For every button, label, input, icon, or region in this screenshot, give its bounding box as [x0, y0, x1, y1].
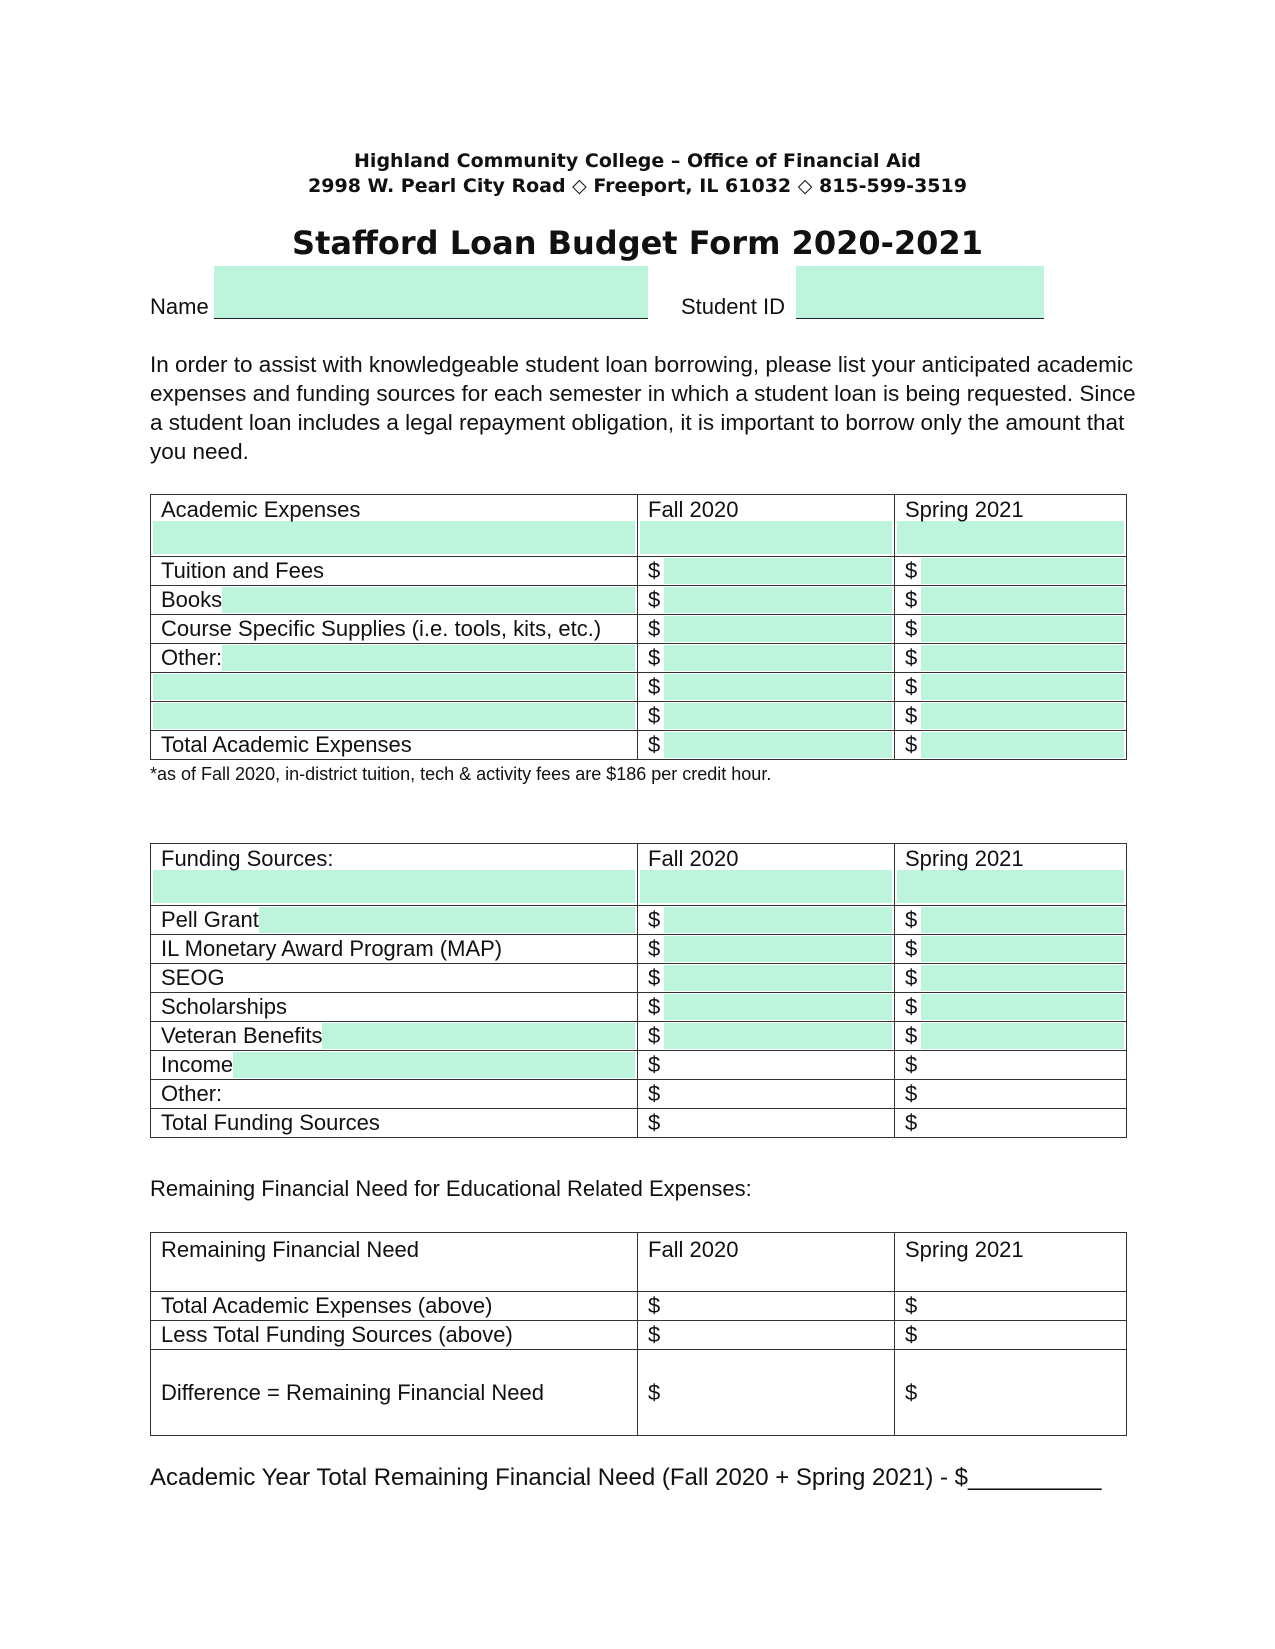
- column-header: Academic Expenses: [161, 497, 361, 522]
- header-field[interactable]: [897, 870, 1124, 903]
- table-row: [151, 964, 1127, 993]
- spring-amount-field[interactable]: [921, 936, 1124, 962]
- label-field[interactable]: [322, 1023, 635, 1049]
- dollar-sign: $: [648, 732, 661, 757]
- row-label: SEOG: [161, 965, 225, 990]
- spring-amount-field[interactable]: [921, 558, 1124, 584]
- difference-row: [151, 1350, 1127, 1436]
- column-header: Funding Sources:: [161, 846, 334, 871]
- fall-amount-field[interactable]: [664, 674, 892, 700]
- header-field[interactable]: [640, 521, 892, 554]
- dollar-sign: $: [648, 558, 661, 583]
- row-label: IL Monetary Award Program (MAP): [161, 936, 503, 961]
- table-row: [151, 906, 1127, 935]
- dollar-sign: $: [905, 558, 918, 583]
- student-id-field[interactable]: [796, 266, 1044, 319]
- dollar-sign: $: [648, 1293, 661, 1318]
- dollar-sign: $: [905, 965, 918, 990]
- header-field[interactable]: [153, 870, 635, 903]
- fall-amount-field[interactable]: [664, 936, 892, 962]
- label-field[interactable]: [222, 587, 635, 613]
- spring-amount-field[interactable]: [921, 674, 1124, 700]
- college-header: Highland Community College – Office of Financial Aid: [354, 150, 921, 172]
- header-field[interactable]: [640, 870, 892, 903]
- dollar-sign: $: [905, 907, 918, 932]
- spring-amount-field[interactable]: [921, 645, 1124, 671]
- dollar-sign: $: [905, 616, 918, 641]
- dollar-sign: $: [648, 994, 661, 1019]
- difference-label: Difference = Remaining Financial Need: [161, 1379, 544, 1405]
- dollar-sign: $: [905, 1379, 918, 1405]
- dollar-sign: $: [648, 703, 661, 728]
- dollar-sign: $: [648, 1023, 661, 1048]
- table-row: [151, 615, 1127, 644]
- dollar-sign: $: [648, 936, 661, 961]
- dollar-sign: $: [648, 907, 661, 932]
- total-row: [151, 731, 1127, 760]
- dollar-sign: $: [648, 616, 661, 641]
- table-row: [151, 1292, 1127, 1321]
- fall-total-field[interactable]: [664, 732, 892, 758]
- total-row: [151, 1109, 1127, 1138]
- fall-amount-field[interactable]: [664, 907, 892, 933]
- table-row: [151, 993, 1127, 1022]
- column-header: Fall 2020: [648, 846, 739, 871]
- dollar-sign: $: [905, 732, 918, 757]
- fall-amount-field[interactable]: [664, 587, 892, 613]
- row-label: Pell Grant: [161, 907, 259, 932]
- dollar-sign: $: [648, 1110, 661, 1135]
- fall-amount-field[interactable]: [664, 616, 892, 642]
- fall-amount-field[interactable]: [664, 645, 892, 671]
- fall-amount-field[interactable]: [664, 1023, 892, 1049]
- dollar-sign: $: [905, 994, 918, 1019]
- header-field[interactable]: [153, 521, 635, 554]
- student-id-label: Student ID: [681, 294, 785, 319]
- name-label: Name: [150, 294, 209, 319]
- column-header: Remaining Financial Need: [161, 1237, 420, 1262]
- dollar-sign: $: [905, 1052, 918, 1077]
- dollar-sign: $: [905, 936, 918, 961]
- header-field[interactable]: [897, 521, 1124, 554]
- table-row: [151, 644, 1127, 673]
- table-row: [151, 557, 1127, 586]
- table-row: [151, 1022, 1127, 1051]
- column-header: Fall 2020: [648, 497, 739, 522]
- row-label: Total Academic Expenses (above): [161, 1293, 493, 1318]
- table-header-row: [151, 495, 1127, 557]
- fall-amount-field[interactable]: [664, 994, 892, 1020]
- row-label: Tuition and Fees: [161, 558, 325, 583]
- fall-amount-field[interactable]: [664, 965, 892, 991]
- college-address: 2998 W. Pearl City Road ◇ Freeport, IL 61032 ◇ 815-599-3519: [308, 175, 967, 197]
- dollar-sign: $: [905, 1293, 918, 1318]
- label-field[interactable]: [259, 907, 635, 933]
- name-field[interactable]: [214, 266, 648, 319]
- dollar-sign: $: [905, 1322, 918, 1347]
- label-field[interactable]: [222, 645, 635, 671]
- dollar-sign: $: [648, 587, 661, 612]
- dollar-sign: $: [648, 965, 661, 990]
- table-row: [151, 935, 1127, 964]
- spring-amount-field[interactable]: [921, 703, 1124, 729]
- table-header-row: [151, 1233, 1127, 1292]
- instructions-paragraph: In order to assist with knowledgeable student loan borrowing, please list your anticipated academic expenses and funding sources for each semester in which a student loan is being requested. Since a student loan includes a legal repayment obligation, it is important to borrow only the amount that you need.: [150, 352, 1136, 464]
- dollar-sign: $: [905, 703, 918, 728]
- dollar-sign: $: [648, 1379, 661, 1405]
- spring-amount-field[interactable]: [921, 1023, 1124, 1049]
- row-label: Other:: [161, 1081, 223, 1106]
- academic-expenses-table: [150, 494, 1127, 760]
- spring-total-field[interactable]: [921, 732, 1124, 758]
- dollar-sign: $: [648, 645, 661, 670]
- row-label: Veteran Benefits: [161, 1023, 323, 1048]
- spring-amount-field[interactable]: [921, 965, 1124, 991]
- dollar-sign: $: [648, 1081, 661, 1106]
- column-header: Fall 2020: [648, 1237, 739, 1262]
- spring-amount-field[interactable]: [921, 616, 1124, 642]
- row-label: Scholarships: [161, 994, 287, 1019]
- dollar-sign: $: [905, 1023, 918, 1048]
- label-field[interactable]: [233, 1052, 635, 1078]
- remaining-need-table: [150, 1232, 1127, 1436]
- dollar-sign: $: [905, 674, 918, 699]
- column-header: Spring 2021: [905, 846, 1024, 871]
- remaining-need-heading: Remaining Financial Need for Educational Related Expenses:: [150, 1176, 752, 1201]
- label-field[interactable]: [153, 703, 635, 729]
- dollar-sign: $: [905, 1081, 918, 1106]
- column-header: Spring 2021: [905, 497, 1024, 522]
- table-row: [151, 1051, 1127, 1080]
- row-label: Less Total Funding Sources (above): [161, 1322, 513, 1347]
- table-row: [151, 702, 1127, 731]
- tuition-note: *as of Fall 2020, in-district tuition, tech & activity fees are $186 per credit hour.: [150, 764, 772, 784]
- table-header-row: [151, 844, 1127, 906]
- academic-year-total-line: Academic Year Total Remaining Financial Need (Fall 2020 + Spring 2021) - $__________: [150, 1464, 1102, 1491]
- fall-amount-field[interactable]: [664, 558, 892, 584]
- fall-amount-field[interactable]: [664, 703, 892, 729]
- total-label: Total Academic Expenses: [161, 732, 412, 757]
- dollar-sign: $: [905, 645, 918, 670]
- table-row: [151, 673, 1127, 702]
- row-label: Income: [161, 1052, 234, 1077]
- table-row: [151, 1080, 1127, 1109]
- row-label: Other:: [161, 645, 223, 670]
- table-row: [151, 586, 1127, 615]
- row-label: Course Specific Supplies (i.e. tools, kits, etc.): [161, 616, 602, 641]
- spring-amount-field[interactable]: [921, 907, 1124, 933]
- dollar-sign: $: [648, 1322, 661, 1347]
- label-field[interactable]: [153, 674, 635, 700]
- dollar-sign: $: [648, 674, 661, 699]
- dollar-sign: $: [905, 1110, 918, 1135]
- dollar-sign: $: [648, 1052, 661, 1077]
- dollar-sign: $: [905, 587, 918, 612]
- spring-amount-field[interactable]: [921, 587, 1124, 613]
- spring-amount-field[interactable]: [921, 994, 1124, 1020]
- total-label: Total Funding Sources: [161, 1110, 380, 1135]
- row-label: Books: [161, 587, 223, 612]
- table-row: [151, 1321, 1127, 1350]
- funding-sources-table: [150, 843, 1127, 1138]
- column-header: Spring 2021: [905, 1237, 1024, 1262]
- form-title: Stafford Loan Budget Form 2020-2021: [292, 224, 983, 262]
